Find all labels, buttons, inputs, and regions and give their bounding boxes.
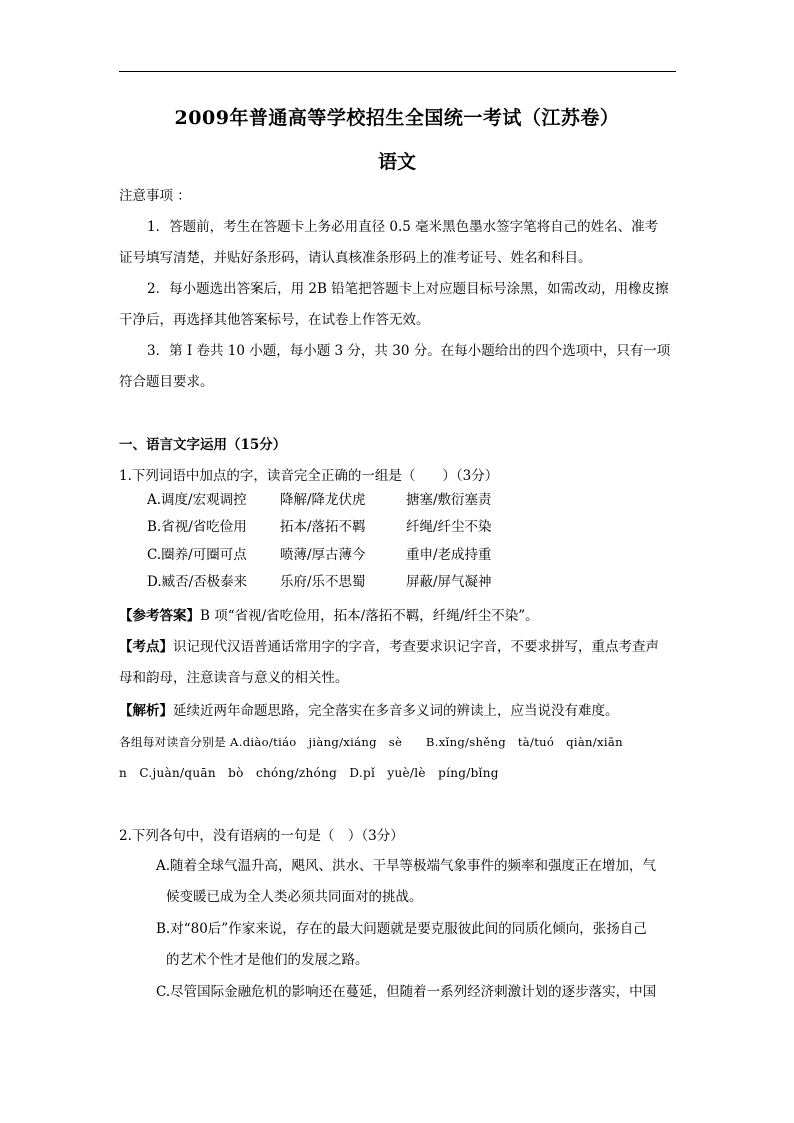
q1-option-d-3: 屏蔽/屏气凝神: [406, 574, 492, 590]
answer-text: B 项“省视/省吃俭用，拓本/落拓不羁，纤绳/纤尘不染”。: [200, 608, 539, 624]
point-text: 识记现代汉语普通话常用字的字音，考查要求识记字音，不要求拼写，重点考查声: [173, 639, 659, 655]
exam-title: 2009年普通高等学校招生全国统一考试（江苏卷）: [174, 107, 620, 129]
q1-option-b-2: 拓本/落拓不羁: [280, 519, 366, 535]
notice-item3-line2: 符合题目要求。: [119, 374, 214, 390]
q1-option-c-1: C.圈养/可圈可点: [147, 547, 247, 563]
q1-option-b-3: 纤绳/纤尘不染: [406, 519, 492, 535]
q1-answer: [119, 607, 539, 625]
q1-option-a-1: A.调度/宏观调控: [147, 492, 247, 508]
q1-option-a-3: 搪塞/敷衍塞责: [406, 492, 492, 508]
q1-option-c-2: 喷薄/厚古薄今: [280, 547, 366, 563]
q1-pinyin-line1: 各组每对读音分别是 A.diào/tiáo jiàng/xiáng sè B.xǐng/shěng tà/tuó qiàn/xiān: [119, 735, 623, 749]
q1-option-b-1: B.省视/省吃俭用: [147, 519, 247, 535]
q2-option-c-line1: C.尽管国际金融危机的影响还在蔓延，但随着一系列经济刺激计划的逐步落实，中国: [156, 984, 657, 1000]
notice-item2-line1: 2．每小题选出答案后，用 2B 铅笔把答题卡上对应题目标号涂黑，如需改动，用橡皮擦: [147, 281, 669, 297]
q1-point-line1: [119, 638, 659, 656]
notice-heading: 注意事项 ：: [119, 188, 191, 204]
q1-option-d-1: D.臧否/否极泰来: [147, 574, 248, 590]
header-rule: [119, 71, 676, 72]
section1-heading: 一、语言文字运用（15分）: [119, 437, 287, 453]
q2-option-a-line1: A.随着全球气温升高，飓风、洪水、干旱等极端气象事件的频率和强度正在增加，气: [156, 858, 657, 874]
notice-item1-line2: 证号填写清楚，并贴好条形码，请认真核准条形码上的准考证号、姓名和科目。: [119, 250, 592, 266]
q2-option-a-line2: 候变暖已成为全人类必须共同面对的挑战。: [166, 889, 423, 905]
notice-item3-line1: 3．第 I 卷共 10 小题，每小题 3 分，共 30 分。在每小题给出的四个选项中，只有一项: [147, 343, 671, 359]
q1-pinyin-line2: n C.juàn/quān bò chóng/zhóng D.pǐ yuè/lè píng/bǐng: [119, 766, 499, 780]
q1-point-line2: 母和韵母，注意读音与意义的相关性。: [119, 670, 349, 686]
point-tag: 【考点】: [119, 639, 173, 655]
q1-stem: 1.下列词语中加点的字，读音完全正确的一组是（ ）（3分）: [119, 468, 499, 484]
q1-option-c-3: 重申/老成持重: [406, 547, 492, 563]
q2-option-b-line1: B.对“80后”作家来说，存在的最大问题就是要克服彼此间的同质化倾向，张扬自己: [156, 921, 647, 937]
q1-option-d-2: 乐府/乐不思蜀: [280, 574, 366, 590]
q1-analysis: [119, 702, 619, 720]
subject-title: 语文: [377, 151, 416, 173]
q1-option-a-2: 降解/降龙伏虎: [280, 492, 366, 508]
notice-item1-line1: 1．答题前，考生在答题卡上务必用直径 0.5 毫米黑色墨水签字笔将自己的姓名、准考: [147, 219, 659, 235]
q2-option-b-line2: 的艺术个性才是他们的发展之路。: [166, 952, 369, 968]
q2-stem: 2.下列各句中，没有语病的一句是（ ）（3分）: [119, 828, 404, 844]
notice-item2-line2: 干净后，再选择其他答案标号，在试卷上作答无效。: [119, 312, 430, 328]
analysis-text: 延续近两年命题思路，完全落实在多音多义词的辨读上，应当说没有难度。: [173, 703, 619, 719]
analysis-tag: 【解析】: [119, 703, 173, 719]
answer-tag: 【参考答案】: [119, 608, 200, 624]
